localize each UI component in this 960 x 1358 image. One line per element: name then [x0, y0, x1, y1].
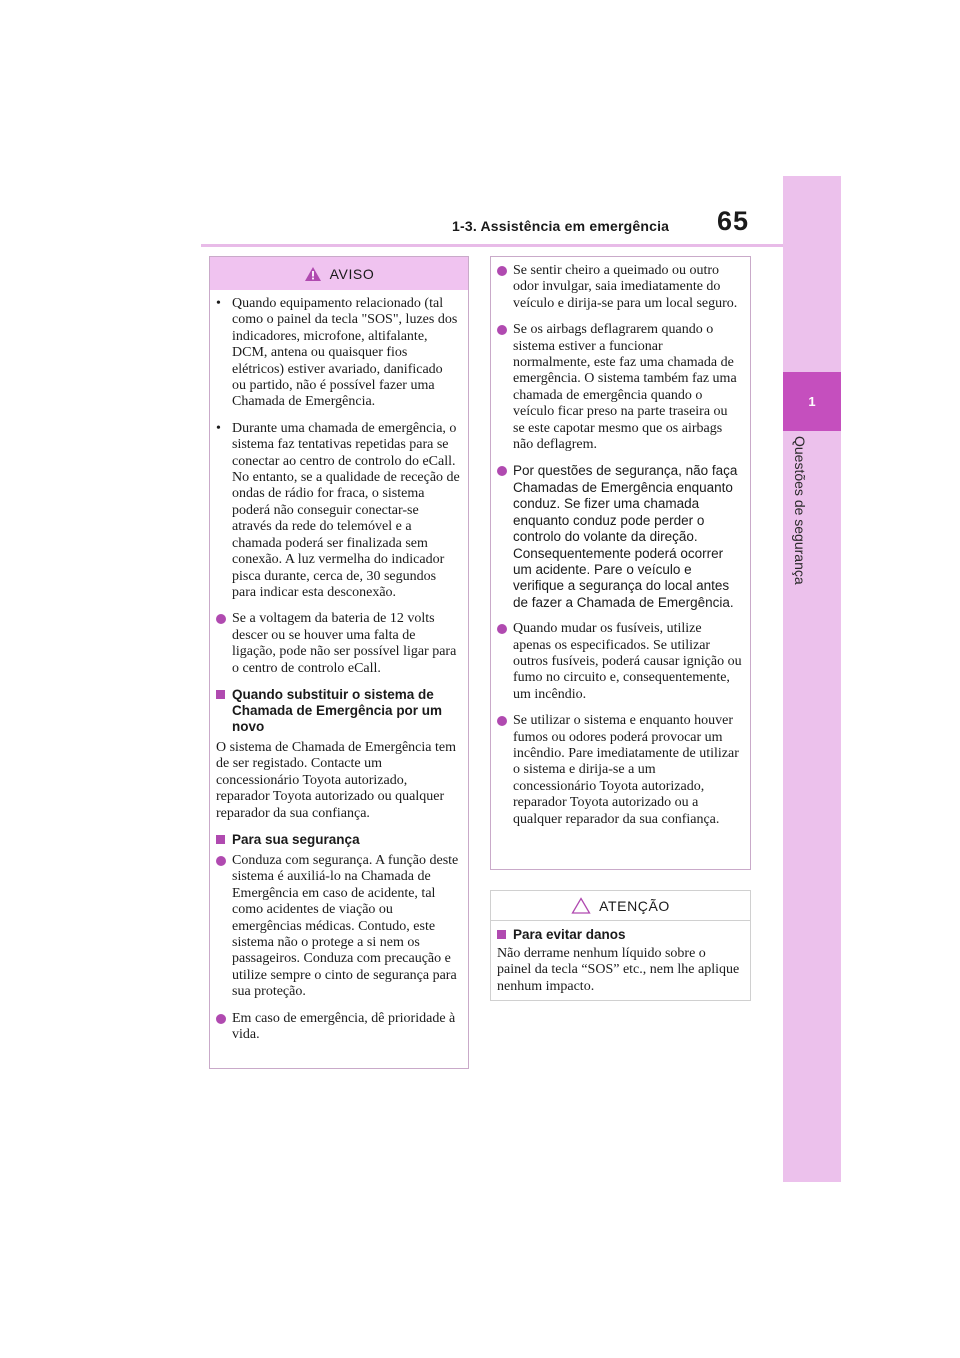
list-item-text: Se a voltagem da bateria de 12 volts descer ou se houver uma falta de ligação, pode não ser possível ligar para o centro de controlo eCall. — [232, 611, 457, 676]
chapter-number: 1 — [808, 394, 816, 409]
bullet-dot-icon — [216, 1014, 226, 1024]
chapter-tab[interactable] — [783, 372, 841, 431]
subheading-text: Quando substituir o sistema de Chamada de Emergência por um novo — [232, 686, 443, 734]
list-item — [497, 263, 742, 312]
list-item — [216, 611, 460, 677]
notice-triangle-icon — [571, 897, 591, 914]
warning-header — [210, 257, 468, 290]
list-item: • Quando equipamento relacionado (tal como o painel da tecla "SOS", luzes dos indicadores, microfone, altifalante, DCM, antena ou quaisquer fios elétricos) estiver avariado, danificado ou partido, não é possível fazer uma Chamada de Emergência. — [216, 296, 460, 411]
list-item-text: Se sentir cheiro a queimado ou outro odor invulgar, saia imediatamente do veículo e dirija-se para um local seguro. — [513, 263, 738, 311]
list-item — [497, 713, 742, 828]
chapter-label — [792, 436, 814, 606]
list-item-text: Quando equipamento relacionado (tal como o painel da tecla "SOS", luzes dos indicadores, microfone, altifalante, DCM, antena ou quaisquer fios elétricos) estiver avariado, danificado ou partido, não é possível fazer uma Chamada de Emergência. — [232, 296, 458, 410]
list-item-text: Se os airbags deflagrarem quando o sistema estiver a funcionar normalmente, este faz uma chamada de emergência. O sistema também faz uma chamada de emergência quando o veículo ficar preso na parte traseira ou se este capotar mesmo que os airbags não deflagrem. — [513, 322, 737, 453]
paragraph: Não derrame nenhum líquido sobre o painel da tecla “SOS” etc., nem lhe aplique nenhum impacto. — [497, 946, 740, 994]
list-item — [497, 463, 742, 611]
notice-title: ATENÇÃO — [599, 897, 670, 914]
notice-box — [490, 890, 751, 1001]
page-number: 65 — [717, 206, 750, 236]
list-item-text: Por questões de segurança, não faça Chamadas de Emergência enquanto conduz. Se fizer uma chamada enquanto conduz pode perder o controlo do volante da direção. Consequentemente poderá ocorrer um acidente. Pare o veículo e verifique a segurança do local antes de fazer a Chamada de Emergência. — [513, 463, 738, 610]
subheading — [216, 687, 460, 735]
list-item-text: Durante uma chamada de emergência, o sistema faz tentativas repetidas para se conectar ao centro de controlo do eCall. No entanto, se a qualidade de receção de ondas de rádio for fraca, o sistema poderá não conseguir conectar-se através da rede do telemóvel e a chamada poderá ser finalizada sem conexão. A luz vermelha do indicador pisca durante, cerca de, 30 segundos para indicar esta desconexão. — [232, 420, 460, 600]
list-item-text: Se utilizar o sistema e enquanto houver fumos ou odores poderá provocar um incêndio. Pare imediatamente de utilizar o sistema e dirija-se a um concessionário Toyota autorizado, reparador Toyota autorizado ou a qualquer reparador da sua confiança. — [513, 713, 739, 827]
header-rule — [201, 244, 783, 247]
list-item-text: Conduza com segurança. A função deste sistema é auxiliá-lo na Chamada de Emergência em caso de acidente, tal como acidentes de viação ou emergências médicas. Contudo, este sistema não o protege a si nem os passageiros. Conduza com precaução e utilize sempre o cinto de segurança para sua proteção. — [232, 852, 459, 1000]
chapter-label-text: Questões de segurança — [792, 436, 808, 585]
bullet-dot-icon — [497, 266, 507, 276]
bullet-dot-icon — [497, 466, 507, 476]
warning-title: AVISO — [329, 265, 375, 282]
list-item: • Durante uma chamada de emergência, o sistema faz tentativas repetidas para se conectar ao centro de controlo do eCall. No entanto, se a qualidade de receção de ondas de rádio for fraca, o sistema poderá não conseguir conectar-se através da rede do telemóvel e a chamada poderá ser finalizada sem conexão. A luz vermelha do indicador pisca durante, cerca de, 30 segundos para indicar esta desconexão. — [216, 420, 460, 600]
list-item-text: Quando mudar os fusíveis, utilize apenas os especificados. Se utilizar outros fusíveis, poderá causar ignição ou fumo no circuito e, consequentemente, um incêndio. — [513, 621, 742, 702]
section-title: 1-3. Assistência em emergência — [452, 218, 670, 234]
warning-box-right — [490, 256, 751, 870]
bullet-dot-icon — [216, 856, 226, 866]
subheading-text: Para evitar danos — [513, 927, 626, 942]
warning-box-left — [209, 256, 469, 1069]
warning-triangle-icon — [304, 266, 322, 282]
bullet-dot-icon — [497, 716, 507, 726]
bullet-dot-icon — [497, 325, 507, 335]
bullet-square-icon — [497, 930, 506, 939]
subheading — [216, 832, 460, 848]
bullet-square-icon — [216, 690, 225, 699]
list-item — [497, 621, 742, 703]
bullet-square-icon — [216, 835, 225, 844]
side-tab-bar — [783, 176, 841, 1182]
list-item — [497, 322, 742, 453]
bullet-dot-icon — [216, 614, 226, 624]
list-item — [216, 853, 460, 1001]
paragraph: O sistema de Chamada de Emergência tem de ser registado. Contacte um concessionário Toyota autorizado, reparador Toyota autorizado ou qualquer reparador da sua confiança. — [216, 739, 456, 821]
list-item-text: Em caso de emergência, dê prioridade à vida. — [232, 1010, 456, 1043]
notice-header — [491, 891, 750, 921]
subheading-text: Para sua segurança — [232, 831, 360, 847]
subheading — [497, 927, 742, 943]
bullet-dot-icon — [497, 624, 507, 634]
list-item — [216, 1011, 460, 1044]
